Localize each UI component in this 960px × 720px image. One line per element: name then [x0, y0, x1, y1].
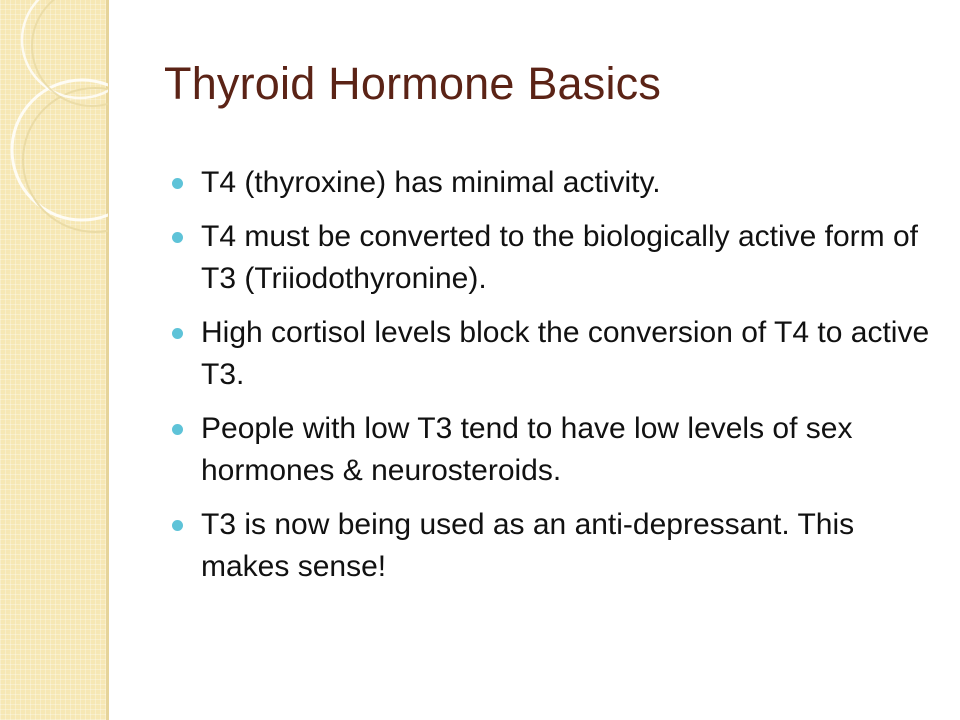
bullet-dot-icon	[172, 328, 183, 339]
bullet-item	[172, 504, 942, 588]
bullet-text: T4 (thyroxine) has minimal activity.	[201, 166, 661, 199]
bullet-item	[172, 408, 942, 492]
bullet-dot-icon	[172, 424, 183, 435]
bullet-dot-icon	[172, 178, 183, 189]
bullet-text: People with low T3 tend to have low levels of sex hormones & neurosteroids.	[201, 412, 853, 487]
bullet-dot-icon	[172, 232, 183, 243]
bullet-dot-icon	[172, 520, 183, 531]
bullet-item	[172, 312, 942, 396]
slide-title: Thyroid Hormone Basics	[164, 58, 662, 109]
bullet-text: High cortisol levels block the conversion of T4 to active T3.	[201, 316, 930, 391]
decorative-circles	[0, 0, 108, 260]
bullet-list	[172, 162, 942, 600]
bullet-text: T4 must be converted to the biologically active form of T3 (Triiodothyronine).	[201, 220, 919, 295]
bullet-item	[172, 162, 942, 204]
bullet-text: T3 is now being used as an anti-depressant. This makes sense!	[201, 508, 855, 583]
bullet-item	[172, 216, 942, 300]
